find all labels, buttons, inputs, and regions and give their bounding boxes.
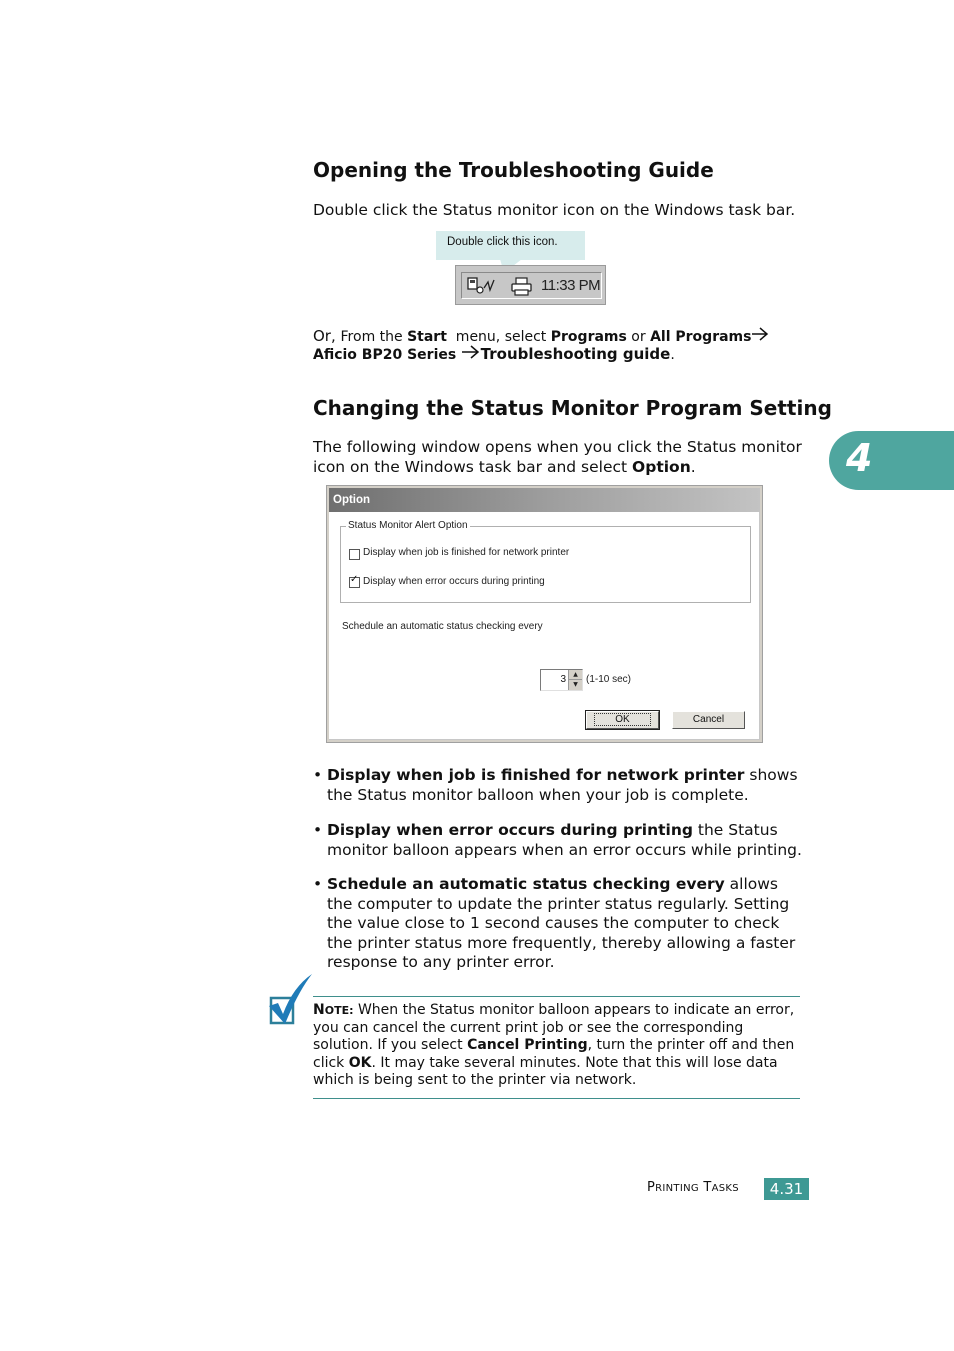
note-checkmark-icon [268, 972, 314, 1028]
footer-cap: P [647, 1180, 656, 1195]
footer-cap: T [703, 1180, 712, 1195]
programs-ref: Programs [550, 329, 627, 345]
checkbox-job-finished[interactable] [349, 549, 360, 560]
arrow-right-icon [461, 345, 481, 359]
note-label-rest: OTE: [324, 1004, 354, 1017]
page-number: 4.31 [764, 1178, 809, 1200]
start-menu-ref: Start [407, 329, 447, 345]
or-instructions [313, 327, 813, 346]
section1-intro: Double click the Status monitor icon on the Windows task bar. [313, 201, 796, 219]
all-programs-ref: All Programs [650, 329, 752, 345]
option-ref: Option [632, 457, 691, 476]
dialog-title-bar [329, 488, 760, 512]
bullet-item [313, 875, 803, 973]
cancel-printing-ref: Cancel Printing [467, 1037, 588, 1053]
note-label: N [313, 1002, 325, 1018]
group-label: Status Monitor Alert Option [348, 520, 468, 531]
alert-option-group [340, 520, 751, 603]
windows-taskbar [455, 265, 606, 305]
note-body-2: , turn the printer off and then click [313, 1037, 795, 1071]
or-instructions-line2 [313, 345, 813, 364]
dialog-body [329, 512, 760, 740]
note-body-1: When the Status monitor balloon appears to indicate an error, you can cancel the current print job or see the corresponding solution. If you select [313, 1002, 795, 1053]
bullet-term: Schedule an automatic status checking every [327, 875, 725, 893]
note-bottom-rule [313, 1098, 800, 1099]
bullet-dot: • [313, 821, 323, 839]
bullet-item [313, 766, 803, 805]
ok-ref: OK [348, 1054, 372, 1071]
option-dialog [326, 485, 763, 743]
schedule-label: Schedule an automatic status checking every [342, 621, 543, 632]
checkbox-error-occurs-label: Display when error occurs during printing [363, 576, 545, 587]
menu-select-text: menu, select [446, 329, 551, 345]
dialog-title: Option [333, 494, 371, 506]
printer-tray-icon[interactable] [510, 277, 534, 296]
spin-down-icon[interactable]: ▼ [573, 681, 578, 688]
or-text: or [626, 329, 651, 345]
balloon-text: Double click this icon. [447, 236, 558, 248]
checkbox-error-occurs[interactable] [349, 574, 360, 588]
check-mark-icon: ✓ [350, 574, 359, 585]
taskbar-clock: 11:33 PM [541, 277, 601, 294]
interval-value[interactable]: 3 [560, 674, 566, 685]
chapter-number: 4 [846, 436, 873, 480]
bullet-term: Display when job is finished for network printer [327, 766, 745, 784]
bullet-term: Display when error occurs during printing [327, 821, 693, 839]
section2-intro-text: The following window opens when you click the Status monitor icon on the Windows task bar and select [313, 438, 802, 476]
interval-spinbox[interactable] [540, 669, 583, 691]
interval-range-label: (1-10 sec) [586, 674, 632, 685]
arrow-right-icon [751, 327, 769, 341]
spin-up-icon[interactable]: ▲ [569, 670, 582, 680]
note-text [313, 1002, 803, 1090]
or-word: Or, [313, 327, 341, 345]
bullet-dot: • [313, 766, 323, 784]
footer-small: RINTING [655, 1183, 699, 1194]
cancel-button[interactable]: Cancel [672, 711, 745, 729]
aficio-series-ref: Aficio BP20 Series [313, 347, 457, 363]
from-the-text: From the [340, 329, 408, 345]
period: . [670, 347, 675, 363]
checkbox-job-finished-label: Display when job is finished for network printer [363, 547, 570, 558]
troubleshooting-guide-ref: Troubleshooting guide [480, 345, 671, 363]
tooltip-balloon [436, 231, 585, 260]
note-body-3: . It may take several minutes. Note that this will lose data which is being sent to the printer via network. [313, 1054, 778, 1088]
system-tray [461, 272, 602, 299]
bullet-desc: shows the Status monitor balloon when your job is complete. [327, 766, 798, 804]
ok-button[interactable] [586, 711, 659, 729]
note-top-rule [313, 996, 800, 997]
spin-buttons [568, 670, 582, 690]
period: . [690, 457, 696, 476]
network-tray-icon[interactable] [466, 276, 496, 296]
section2-intro [313, 438, 808, 477]
ok-button-label: OK [594, 713, 650, 726]
footer-section-label [647, 1180, 739, 1195]
section-title-troubleshooting: Opening the Troubleshooting Guide [313, 158, 714, 182]
footer-small: ASKS [711, 1183, 739, 1194]
bullet-desc: allows the computer to update the printer status regularly. Setting the value close to 1 second causes the computer to check the printer status more frequently, thereby allowing a faster response to any printer error. [327, 875, 796, 971]
bullet-desc: the Status monitor balloon appears when an error occurs while printing. [327, 821, 802, 859]
bullet-dot: • [313, 875, 323, 893]
bullet-item [313, 821, 803, 860]
section-title-status-monitor: Changing the Status Monitor Program Setting [313, 396, 832, 420]
